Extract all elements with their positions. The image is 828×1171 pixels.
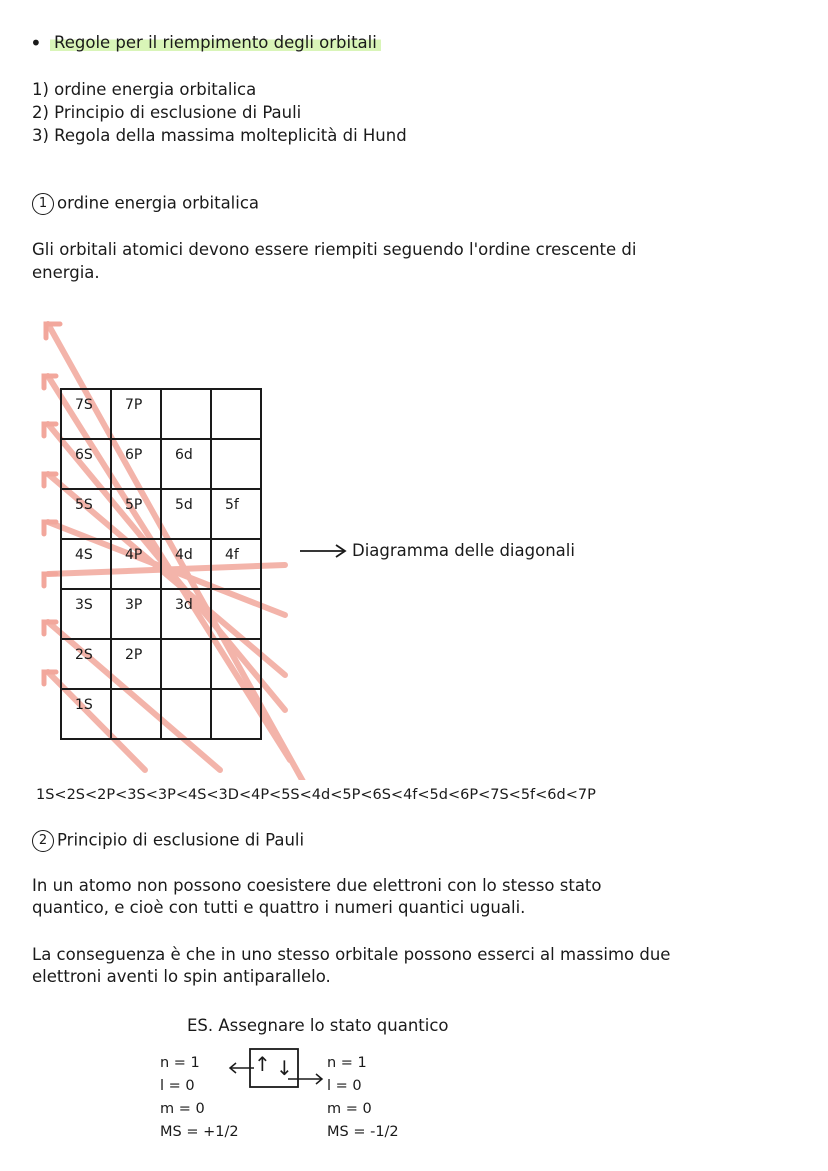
grid-cell-label: 3S (75, 597, 93, 613)
left-m: m = 0 (160, 1101, 205, 1117)
rule-3: 3) Regola della massima molteplicità di Hund (32, 126, 407, 145)
page-title: Regole per il riempimento degli orbitali (50, 33, 381, 52)
section2-title: Principio di esclusione di Pauli (57, 830, 305, 850)
spin-down-icon: ↓ (276, 1056, 293, 1080)
bullet: • (30, 31, 42, 55)
grid-cell-label: 7P (125, 397, 143, 413)
grid-cell-label: 1S (75, 697, 93, 713)
grid-cell-label: 3P (125, 597, 143, 613)
diagram-label: Diagramma delle diagonali (352, 541, 575, 560)
grid-cell-label: 5S (75, 497, 93, 513)
rule-1: 1) ordine energia orbitalica (32, 80, 257, 99)
grid-cell-label: 3d (175, 597, 193, 613)
section1-text-line2: energia. (32, 263, 100, 282)
grid-cell-label: 4f (225, 547, 239, 563)
right-n: n = 1 (327, 1055, 367, 1071)
right-arrow-icon (298, 541, 350, 561)
left-n: n = 1 (160, 1055, 200, 1071)
section2-para1-line2: quantico, e cioè con tutti e quattro i numeri quantici uguali. (32, 898, 526, 917)
spin-up-icon: ↑ (254, 1052, 271, 1076)
arrowhead-5 (44, 522, 56, 534)
grid-cell-label: 6S (75, 447, 93, 463)
order-sequence: 1S<2S<2P<3S<3P<4S<3D<4P<5S<4d<5P<6S<4f<5d<6P<7S<5f<6d<7P (36, 787, 596, 803)
circled-number-2: 2 (32, 830, 54, 852)
right-ms: MS = -1/2 (327, 1124, 399, 1140)
right-l: l = 0 (327, 1078, 362, 1094)
grid-cell-label: 4d (175, 547, 193, 563)
circled-number-1: 1 (32, 193, 54, 215)
diagonal-diagram (0, 300, 400, 780)
grid-cell-label: 7S (75, 397, 93, 413)
section1-heading (32, 193, 259, 215)
grid-cell-label: 5d (175, 497, 193, 513)
section2-heading (32, 830, 304, 852)
grid-cell-label: 5P (125, 497, 143, 513)
grid-cell-label: 4P (125, 547, 143, 563)
section2-para2-line2: elettroni aventi lo spin antiparallelo. (32, 967, 331, 986)
arrowhead-6 (44, 574, 56, 586)
section1-text-line1: Gli orbitali atomici devono essere riempiti seguendo l'ordine crescente di (32, 240, 637, 259)
example-title: ES. Assegnare lo stato quantico (187, 1016, 449, 1035)
grid-cell-label: 2S (75, 647, 93, 663)
left-ms: MS = +1/2 (160, 1124, 239, 1140)
grid-cell-label: 4S (75, 547, 93, 563)
grid-cell-label: 5f (225, 497, 239, 513)
section2-para2-line1: La conseguenza è che in uno stesso orbitale possono esserci al massimo due (32, 945, 671, 964)
right-pointing-arrow-icon (288, 1074, 322, 1084)
rule-2: 2) Principio di esclusione di Pauli (32, 103, 302, 122)
grid-cell-label: 6P (125, 447, 143, 463)
section1-title: ordine energia orbitalica (57, 193, 260, 213)
left-l: l = 0 (160, 1078, 195, 1094)
right-m: m = 0 (327, 1101, 372, 1117)
grid-cell-label: 2P (125, 647, 143, 663)
diagonal-line-8 (48, 672, 145, 770)
section2-para1-line1: In un atomo non possono coesistere due elettroni con lo stesso stato (32, 876, 602, 895)
grid-cell-label: 6d (175, 447, 193, 463)
